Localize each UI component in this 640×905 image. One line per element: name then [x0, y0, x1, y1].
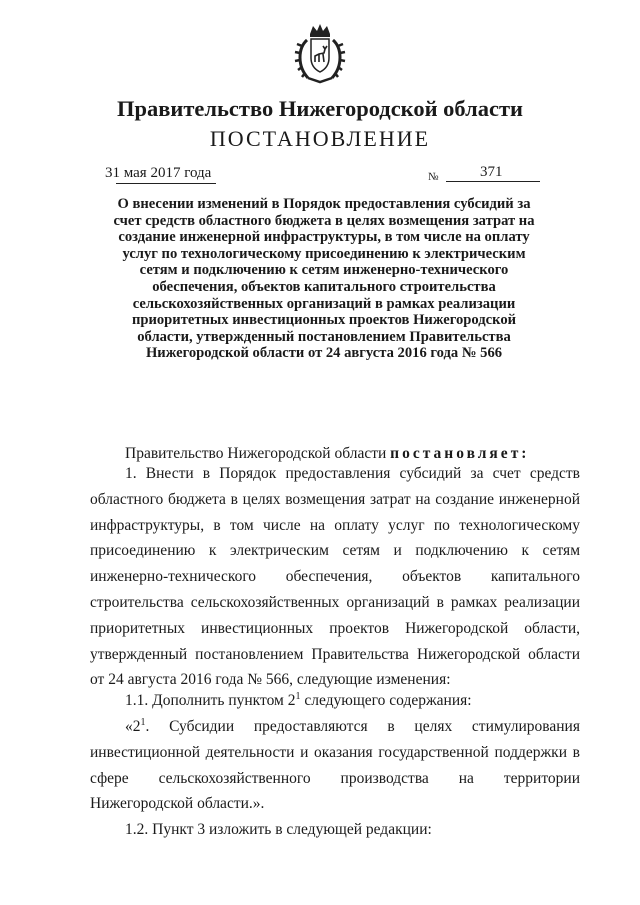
quoted-clause — [90, 714, 580, 817]
number-sign: № — [428, 171, 439, 183]
intro-verb: постановляет: — [390, 445, 530, 462]
document-date: 31 мая 2017 года — [105, 165, 212, 181]
date-underline — [116, 183, 216, 184]
quoted-clause-text-a: «2 — [125, 718, 141, 735]
item-1-1 — [90, 688, 580, 714]
document-subject: О внесении изменений в Порядок предоставления субсидий за счет средств областного бюджета в целях возмещения затрат на создание инженерной инфраструктуры, в том числе на оплату услуг по технологическому присоединению к электрическим сетям и подключению к сетям инженерно-технического обеспечения, объектов капитального строительства сельскохозяйственных организаций в рамках реализации приоритетных инвестиционных проектов Нижегородской области, утвержденный постановлением Правительства Нижегородской области от 24 августа 2016 года № 566 — [113, 196, 535, 362]
item-1-1-text-a: 1.1. Дополнить пунктом 2 — [125, 692, 296, 709]
quoted-clause-text-b: . Субсидии предоставляются в целях стимулирования инвестиционной деятельности и оказания государственной поддержки в сфере сельскохозяйственного производства на территории Нижегородской области.». — [90, 718, 580, 813]
intro-lead: Правительство Нижегородской области — [125, 445, 391, 462]
item-1-1-superscript: 1 — [295, 690, 301, 702]
item-1-1-text-b: следующего содержания: — [300, 692, 472, 709]
number-underline — [446, 181, 540, 182]
document-type: ПОСТАНОВЛЕНИЕ — [209, 126, 431, 151]
item-1-2: 1.2. Пункт 3 изложить в следующей редакции: — [125, 821, 432, 838]
coat-of-arms-icon — [294, 22, 346, 84]
government-title: Правительство Нижегородской области — [116, 96, 524, 121]
item-1: 1. Внести в Порядок предоставления субсидий за счет средств областного бюджета в целях возмещения затрат на создание инженерной инфраструктуры, в том числе на оплату услуг по технологическому присоединению к электрическим сетям и подключению к сетям инженерно-технического обеспечения, объектов капитального строительства сельскохозяйственных организаций в рамках реализации приоритетных инвестиционных проектов Нижегородской области, утвержденный постановлением Правительства Нижегородской области от 24 августа 2016 года № 566, следующие изменения: — [90, 465, 580, 689]
document-number: 371 — [480, 164, 503, 180]
quoted-clause-superscript: 1 — [140, 716, 146, 728]
